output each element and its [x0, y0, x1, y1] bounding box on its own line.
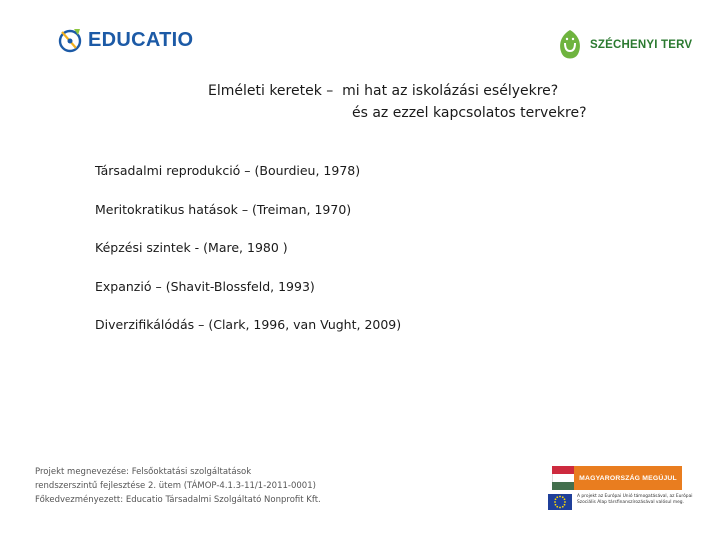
eu-flag-icon	[548, 494, 572, 510]
topic-item: Expanzió – (Shavit-Blossfeld, 1993)	[95, 278, 315, 294]
topic-list	[95, 162, 401, 355]
topic-item: Képzési szintek - (Mare, 1980 )	[95, 240, 288, 255]
topic-item: Társadalmi reprodukció – (Bourdieu, 1978)	[95, 163, 361, 178]
szechenyi-terv-logo	[556, 28, 692, 62]
magyarorszag-megujul-badge	[552, 466, 682, 490]
hungarian-flag-icon	[552, 466, 574, 490]
eu-funding-badge	[548, 494, 692, 510]
eu-text-line-1: A projekt az Európai Unió támogatásával, az Európai	[577, 494, 693, 499]
topic-item: Diverzifikálódás – (Clark, 1996, van Vught, 2009)	[95, 317, 402, 332]
footer-line-2: rendszerszintű fejlesztése 2. ütem (TÁMOP-4.1.3-11/1-2011-0001)	[35, 481, 316, 491]
slide-title	[208, 80, 587, 124]
szechenyi-logo-text: SZÉCHENYI TERV	[590, 39, 693, 51]
educatio-logo	[56, 26, 193, 54]
title-line-1: Elméleti keretek – mi hat az iskolázási esélyekre?	[208, 83, 559, 99]
educatio-logo-text: EDUCATIO	[88, 28, 194, 51]
title-line-2: és az ezzel kapcsolatos tervekre?	[352, 105, 587, 121]
footer-line-1: Projekt megnevezése: Felsőoktatási szolgáltatások	[35, 467, 252, 477]
topic-item: Meritokratikus hatások – (Treiman, 1970)	[95, 201, 352, 217]
eu-text-line-2: Szociális Alap társfinanszírozásával valósul meg.	[577, 500, 684, 505]
footer-line-3: Főkedvezményezett: Educatio Társadalmi Szolgáltató Nonprofit Kft.	[35, 495, 321, 505]
badge-text: MAGYARORSZÁG MEGÚJUL	[574, 466, 682, 490]
project-footer	[35, 465, 321, 507]
szechenyi-leaf-icon	[556, 28, 584, 62]
educatio-emblem-icon	[56, 26, 84, 54]
eu-funding-text	[577, 494, 692, 506]
